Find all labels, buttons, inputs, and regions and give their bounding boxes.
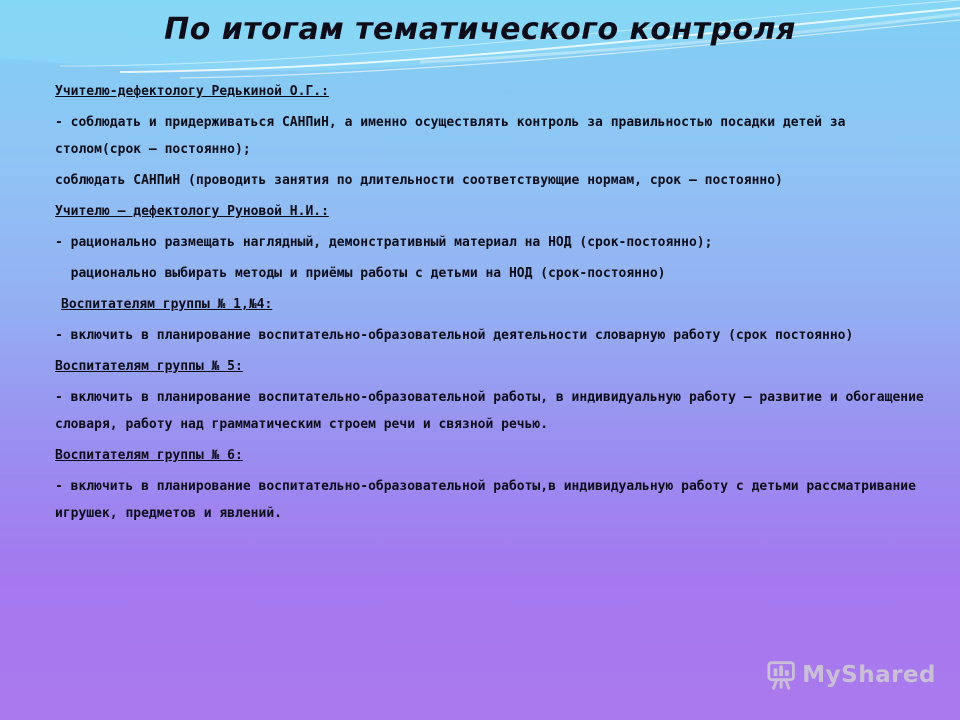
bullet-dash: - (55, 266, 63, 281)
presentation-board-icon (766, 659, 796, 691)
instruction-item: соблюдать САНПиН (проводить занятия по длительности соответствующие нормам, срок – постоянно) (55, 173, 783, 188)
recipient-heading: Воспитателям группы № 6: (55, 448, 243, 463)
slide-title: По итогам тематического контроля (164, 12, 796, 47)
slide-body (55, 78, 925, 531)
instruction-item: - соблюдать и придерживаться САНПиН, а именно осуществлять контроль за правильностью посадки детей за столом(срок – постоянно); (55, 115, 846, 157)
instruction-item (55, 260, 925, 287)
instruction-text: рационально выбирать методы и приёмы работы с детьми на НОД (срок-постоянно) (70, 266, 666, 281)
instruction-item: - включить в планирование воспитательно-образовательной работы,в индивидуальную работу с детьми рассматривание игрушек, предметов и явлений. (55, 479, 916, 521)
myshared-watermark (766, 657, 936, 693)
recipient-heading: Учителю – дефектологу Руновой Н.И.: (55, 204, 329, 219)
recipient-heading: Учителю-дефектологу Редькиной О.Г.: (55, 84, 329, 99)
instruction-item: - рационально размещать наглядный, демонстративный материал на НОД (срок-постоянно); (55, 235, 713, 250)
watermark-text: MyShared (802, 662, 936, 688)
instruction-item: - включить в планирование воспитательно-образовательной деятельности словарную работу (срок постоянно) (55, 328, 854, 343)
recipient-heading: Воспитателям группы № 5: (55, 359, 243, 374)
recipient-heading: Воспитателям группы № 1,№4: (61, 297, 273, 312)
instruction-item: - включить в планирование воспитательно-образовательной работы, в индивидуальную работу – развитие и обогащение словаря, работу над грамматическим строем речи и связной речью. (55, 390, 924, 432)
